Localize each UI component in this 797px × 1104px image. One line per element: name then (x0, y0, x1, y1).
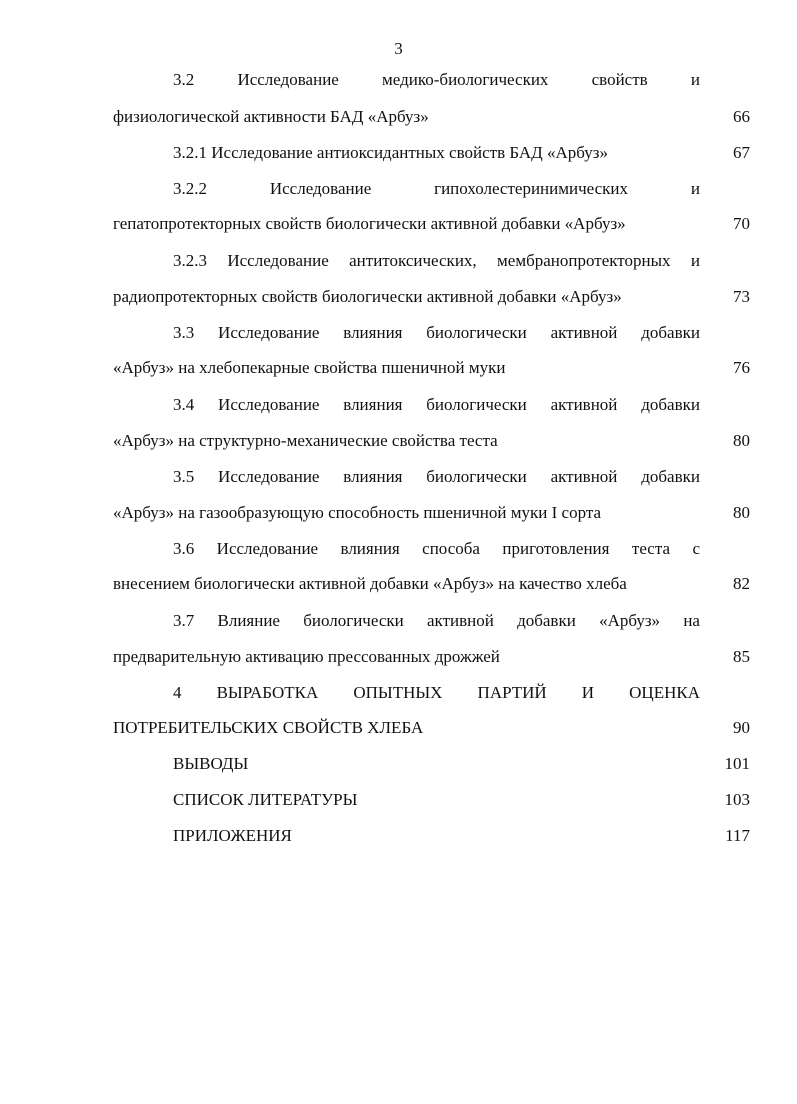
toc-entry-3-7-page: 85 (733, 647, 750, 666)
toc-entry-3-7-line2: предварительную активацию прессованных дрожжей (113, 647, 500, 666)
toc-entry-conclusions-page: 101 (724, 754, 750, 773)
toc-entry-3-5-line2: «Арбуз» на газообразующую способность пшеничной муки I сорта (113, 503, 602, 522)
page-number: 3 (394, 39, 403, 58)
toc-entry-3-2-line2: физиологической активности БАД «Арбуз» (113, 107, 429, 126)
toc-entry-3-2-3-line2: радиопротекторных свойств биологически активной добавки «Арбуз» (113, 287, 622, 306)
toc-entry-appendices: ПРИЛОЖЕНИЯ (173, 826, 292, 845)
toc-entry-3-2-1-page: 67 (733, 143, 750, 162)
toc-entry-3-7-line1: 3.7 Влияние биологически активной добавки «Арбуз» на (173, 611, 700, 630)
toc-entry-3-4-line1: 3.4 Исследование влияния биологически активной добавки (173, 395, 700, 414)
toc-entry-3-2-1-line1: 3.2.1 Исследование антиоксидантных свойств БАД «Арбуз» (173, 143, 609, 162)
toc-entry-3-5-line1: 3.5 Исследование влияния биологически активной добавки (173, 467, 700, 486)
toc-entry-appendices-page: 117 (725, 826, 750, 845)
toc-entry-3-3-page: 76 (733, 358, 750, 377)
toc-entry-3-2-2-line1: 3.2.2 Исследование гипохолестеринимических и (173, 179, 700, 198)
toc-entry-references: СПИСОК ЛИТЕРАТУРЫ (173, 790, 358, 809)
toc-entry-3-6-line2: внесением биологически активной добавки «Арбуз» на качество хлеба (113, 574, 627, 593)
toc-entry-4-line1: 4 ВЫРАБОТКА ОПЫТНЫХ ПАРТИЙ И ОЦЕНКА (173, 683, 700, 702)
toc-entry-3-2-3-line1: 3.2.3 Исследование антитоксических, мембранопротекторных и (173, 251, 700, 270)
toc-entry-3-2-page: 66 (733, 107, 750, 126)
toc-entry-3-6-page: 82 (733, 574, 750, 593)
toc-entry-3-3-line1: 3.3 Исследование влияния биологически активной добавки (173, 323, 700, 342)
toc-entry-4-line2: ПОТРЕБИТЕЛЬСКИХ СВОЙСТВ ХЛЕБА (113, 718, 424, 737)
toc-entry-3-3-line2: «Арбуз» на хлебопекарные свойства пшеничной муки (113, 358, 506, 377)
toc-entry-4-page: 90 (733, 718, 750, 737)
toc-entry-3-4-page: 80 (733, 431, 750, 450)
toc-entry-3-5-page: 80 (733, 503, 750, 522)
toc-entry-3-2-2-line2: гепатопротекторных свойств биологически активной добавки «Арбуз» (113, 214, 626, 233)
toc-entry-3-6-line1: 3.6 Исследование влияния способа приготовления теста с (173, 539, 700, 558)
toc-entry-3-4-line2: «Арбуз» на структурно-механические свойства теста (113, 431, 498, 450)
toc-entry-references-page: 103 (724, 790, 750, 809)
toc-entry-3-2-3-page: 73 (733, 287, 750, 306)
toc-entry-3-2-2-page: 70 (733, 214, 750, 233)
toc-entry-conclusions: ВЫВОДЫ (173, 754, 249, 773)
toc-entry-3-2-line1: 3.2 Исследование медико-биологических свойств и (173, 70, 700, 89)
